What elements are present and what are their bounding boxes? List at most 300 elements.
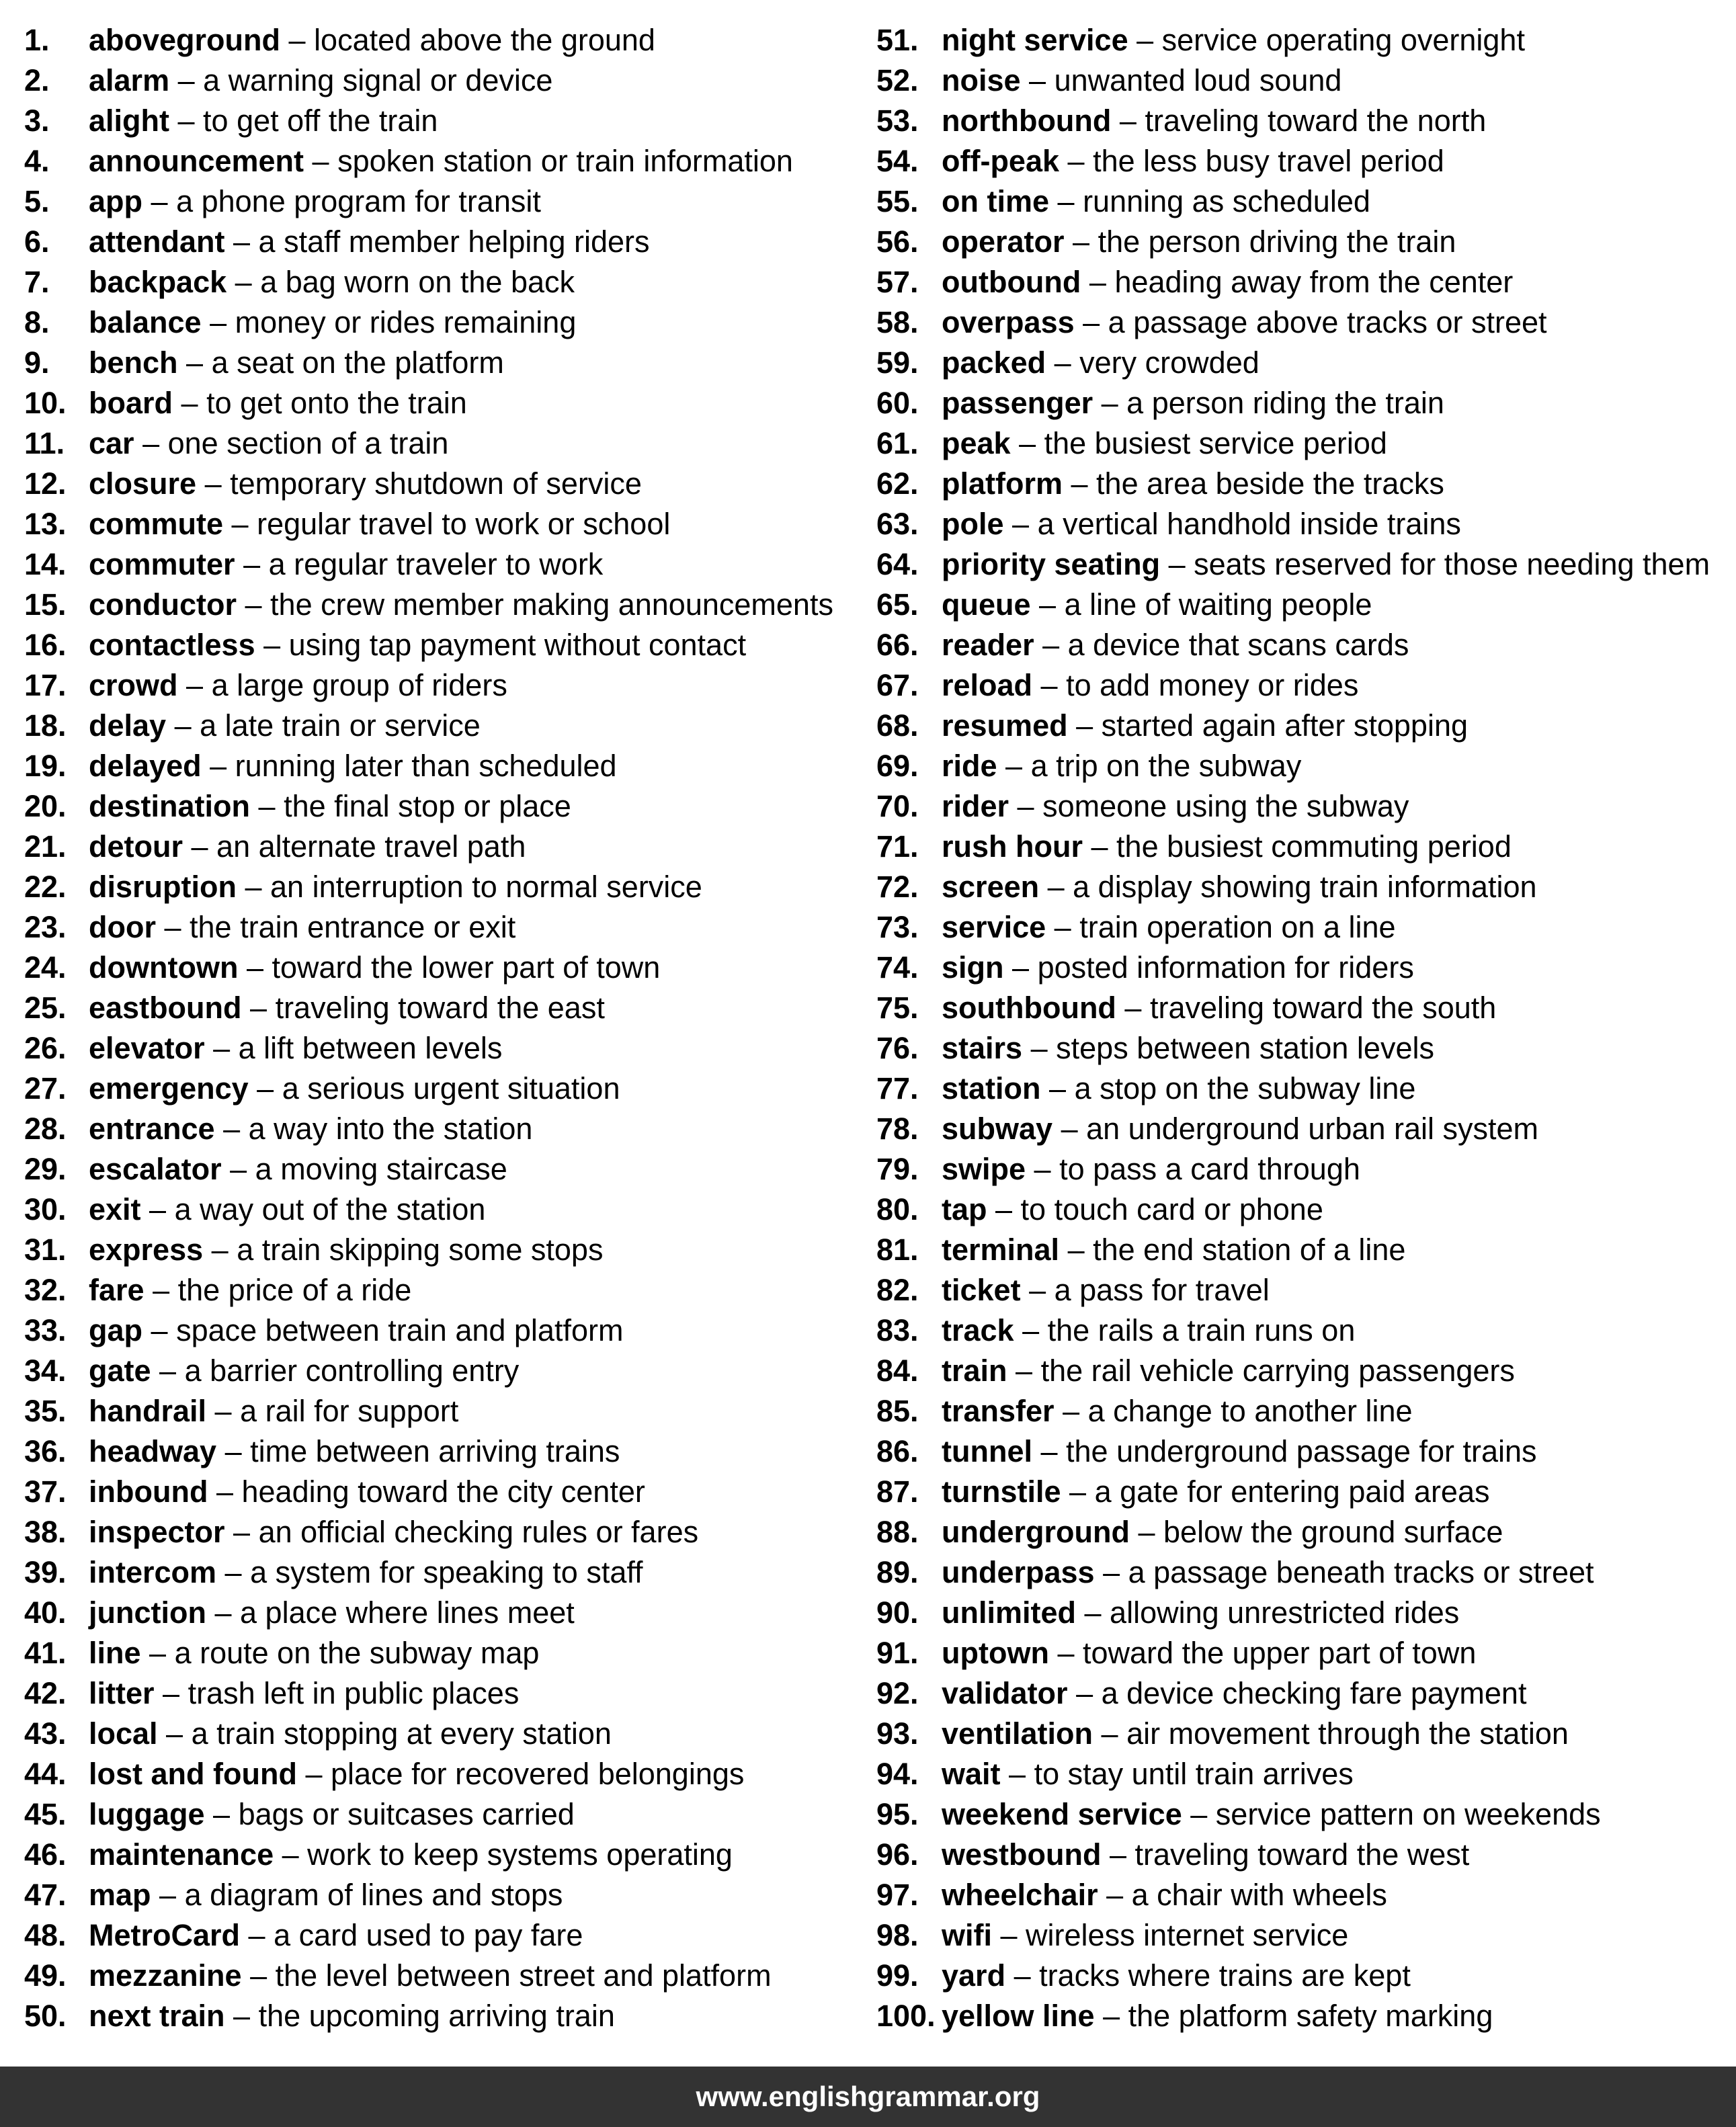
entry-term: weekend service [942,1797,1182,1831]
entry-term: service [942,910,1046,944]
entry-number: 96. [876,1837,919,1872]
entry-term: alarm [89,63,170,97]
entry-separator: – [169,103,204,138]
entry-definition: an alternate travel path [216,829,526,864]
vocabulary-entry [876,1593,1730,1633]
entry-number: 65. [876,587,919,622]
entry-separator: – [169,63,204,97]
entry-definition: a device that scans cards [1067,628,1409,662]
entry-term: ride [942,749,997,783]
vocabulary-entry [24,464,878,504]
entry-text [89,20,655,60]
vocabulary-entry [876,302,1730,343]
entry-separator: – [235,547,269,581]
entry-separator: – [154,1676,188,1710]
entry-separator: – [304,144,338,178]
entry-number: 75. [876,991,919,1025]
entry-separator: – [241,991,276,1025]
entry-definition: the upcoming arriving train [258,1999,615,2033]
entry-separator: – [1093,1716,1127,1751]
entry-term: entrance [89,1112,215,1146]
vocabulary-entry [876,1230,1730,1270]
entry-text [942,1391,1413,1431]
entry-separator: – [144,1273,178,1307]
vocabulary-entry [24,544,878,585]
entry-separator: – [1046,910,1080,944]
entry-separator: – [201,749,235,783]
entry-text [89,1673,519,1714]
entry-term: maintenance [89,1837,274,1872]
entry-separator: – [1067,708,1102,743]
entry-separator: – [1020,63,1055,97]
vocabulary-entry [876,544,1730,585]
entry-definition: a late train or service [200,708,481,743]
entry-text [942,262,1513,302]
vocabulary-entry [876,1270,1730,1310]
entry-definition: heading toward the city center [241,1474,645,1509]
entry-text [942,544,1710,585]
vocabulary-entry [876,1431,1730,1472]
vocabulary-entry [24,1190,878,1230]
entry-number: 13. [24,507,67,541]
entry-number: 72. [876,870,919,904]
entry-term: handrail [89,1394,207,1428]
entry-text [89,625,746,665]
entry-definition: service pattern on weekends [1215,1797,1601,1831]
entry-separator: – [1040,1071,1075,1106]
entry-definition: toward the upper part of town [1083,1636,1477,1670]
entry-number: 34. [24,1353,67,1388]
entry-term: emergency [89,1071,249,1106]
entry-separator: – [177,345,212,380]
vocabulary-entry [24,181,878,222]
vocabulary-entry [876,907,1730,948]
entry-text [89,101,438,141]
entry-term: queue [942,587,1031,622]
entry-definition: a seat on the platform [211,345,504,380]
entry-separator: – [1094,1555,1128,1589]
entry-text [942,20,1525,60]
entry-number: 44. [24,1757,67,1791]
entry-term: junction [89,1595,206,1630]
entry-definition: a system for speaking to staff [250,1555,643,1589]
entry-text [89,544,603,585]
entry-number: 38. [24,1515,67,1549]
entry-separator: – [206,1595,241,1630]
entry-definition: steps between station levels [1056,1031,1434,1065]
entry-definition: money or rides remaining [235,305,577,339]
entry-text [942,1754,1354,1794]
vocabulary-entry [24,1109,878,1149]
vocabulary-entry [24,1552,878,1593]
entry-text [89,1391,458,1431]
entry-term: inbound [89,1474,208,1509]
entry-text [942,1431,1537,1472]
entry-separator: – [204,1031,239,1065]
entry-text [942,907,1396,948]
entry-separator: – [240,1918,274,1952]
entry-definition: the person driving the train [1098,224,1456,259]
entry-term: train [942,1353,1007,1388]
entry-definition: to get off the train [203,103,438,138]
entry-separator: – [1116,991,1150,1025]
entry-term: operator [942,224,1065,259]
entry-term: night service [942,23,1128,57]
entry-definition: a person riding the train [1126,386,1444,420]
entry-separator: – [1081,265,1115,299]
entry-text [942,1673,1526,1714]
vocabulary-entry [24,1391,878,1431]
entry-number: 86. [876,1434,919,1468]
entry-separator: – [1046,345,1080,380]
entry-definition: the price of a ride [177,1273,412,1307]
entry-term: peak [942,426,1011,460]
entry-term: destination [89,789,251,823]
entry-text [89,1431,620,1472]
entry-separator: – [250,789,284,823]
entry-text [942,181,1370,222]
vocabulary-entry [876,1109,1730,1149]
vocabulary-entry [876,948,1730,988]
entry-term: delayed [89,749,202,783]
vocabulary-entry [24,423,878,464]
entry-text [89,1794,575,1835]
entry-separator: – [224,224,259,259]
entry-definition: below the ground surface [1163,1515,1503,1549]
entry-text [89,1996,615,2036]
entry-term: uptown [942,1636,1049,1670]
entry-separator: – [1059,144,1093,178]
entry-separator: – [1076,1595,1110,1630]
entry-definition: the busiest commuting period [1116,829,1512,864]
entry-text [942,867,1537,907]
vocabulary-entry [876,1472,1730,1512]
vocabulary-entry [24,786,878,827]
entry-separator: – [1061,1474,1095,1509]
entry-definition: the underground passage for trains [1066,1434,1537,1468]
entry-number: 40. [24,1595,67,1630]
vocabulary-entry [876,585,1730,625]
entry-term: validator [942,1676,1068,1710]
vocabulary-entry [876,1915,1730,1956]
entry-term: westbound [942,1837,1102,1872]
entry-definition: the platform safety marking [1128,1999,1493,2033]
entry-text [89,423,448,464]
entry-definition: the crew member making announcements [270,587,833,622]
entry-term: wait [942,1757,1001,1791]
entry-number: 7. [24,265,50,299]
entry-number: 89. [876,1555,919,1589]
entry-text [89,60,552,101]
entry-definition: bags or suitcases carried [238,1797,575,1831]
vocabulary-entry [876,1794,1730,1835]
entry-text [942,1593,1459,1633]
vocabulary-entry [876,504,1730,544]
entry-number: 47. [24,1878,67,1912]
entry-term: swipe [942,1152,1026,1186]
vocabulary-entry [24,222,878,262]
entry-separator: – [224,1999,259,2033]
entry-number: 90. [876,1595,919,1630]
entry-text [89,867,702,907]
entry-text [942,383,1444,423]
entry-term: wifi [942,1918,992,1952]
entry-text [942,1512,1503,1552]
entry-text [89,1633,539,1673]
entry-definition: a lift between levels [238,1031,503,1065]
entry-term: elevator [89,1031,205,1065]
entry-separator: – [1003,950,1038,985]
vocabulary-entry [24,706,878,746]
entry-text [942,948,1414,988]
vocabulary-column-left [24,20,878,2036]
entry-number: 16. [24,628,67,662]
entry-separator: – [1129,1515,1164,1549]
entry-definition: the busiest service period [1044,426,1387,460]
entry-definition: regular travel to work or school [257,507,671,541]
entry-number: 52. [876,63,919,97]
entry-number: 46. [24,1837,67,1872]
entry-definition: traveling toward the west [1134,1837,1470,1872]
entry-separator: – [1054,1394,1088,1428]
entry-text [942,464,1444,504]
entry-separator: – [1093,386,1127,420]
entry-separator: – [206,1394,241,1428]
entry-definition: a change to another line [1087,1394,1413,1428]
entry-term: aboveground [89,23,281,57]
entry-separator: – [140,1192,175,1226]
footer-bar [0,2067,1736,2127]
entry-definition: a way out of the station [174,1192,486,1226]
entry-term: gate [89,1353,151,1388]
entry-separator: – [214,1112,249,1146]
entry-definition: an official checking rules or fares [258,1515,699,1549]
entry-term: express [89,1233,204,1267]
entry-definition: a trip on the subway [1030,749,1302,783]
entry-separator: – [1034,628,1068,662]
vocabulary-entry [876,1149,1730,1190]
entry-number: 29. [24,1152,67,1186]
entry-number: 31. [24,1233,67,1267]
entry-number: 94. [876,1757,919,1791]
vocabulary-entry [24,1996,878,2036]
entry-definition: very crowded [1079,345,1259,380]
entry-text [89,1956,772,1996]
entry-separator: – [226,265,261,299]
entry-term: sign [942,950,1004,985]
entry-definition: a regular traveler to work [268,547,604,581]
entry-separator: – [1020,1273,1055,1307]
entry-number: 30. [24,1192,67,1226]
entry-definition: the train entrance or exit [190,910,516,944]
entry-text [89,464,642,504]
vocabulary-entry [876,665,1730,706]
entry-number: 10. [24,386,67,420]
entry-separator: – [155,910,190,944]
entry-separator: – [134,426,168,460]
entry-separator: – [296,1757,331,1791]
entry-number: 37. [24,1474,67,1509]
entry-number: 54. [876,144,919,178]
vocabulary-entry [876,262,1730,302]
entry-term: conductor [89,587,237,622]
entry-term: turnstile [942,1474,1061,1509]
entry-text [89,907,515,948]
entry-term: board [89,386,173,420]
entry-term: subway [942,1112,1053,1146]
entry-term: litter [89,1676,155,1710]
vocabulary-entry [876,141,1730,181]
entry-definition: an interruption to normal service [270,870,702,904]
entry-term: station [942,1071,1041,1106]
vocabulary-entry [876,1673,1730,1714]
vocabulary-entry [876,1028,1730,1069]
entry-text [942,625,1409,665]
entry-number: 39. [24,1555,67,1589]
vocabulary-entry [876,1956,1730,1996]
entry-separator: – [1059,1233,1093,1267]
entry-text [89,1714,612,1754]
entry-definition: traveling toward the east [275,991,605,1025]
entry-term: backpack [89,265,227,299]
vocabulary-entry [876,786,1730,827]
entry-text [942,585,1372,625]
entry-definition: traveling toward the south [1149,991,1497,1025]
vocabulary-entry [876,383,1730,423]
entry-term: outbound [942,265,1081,299]
entry-text [89,181,541,222]
entry-separator: – [204,1797,239,1831]
entry-separator: – [280,23,315,57]
entry-number: 81. [876,1233,919,1267]
entry-term: headway [89,1434,217,1468]
entry-term: resumed [942,708,1068,743]
entry-number: 33. [24,1313,67,1347]
entry-text [942,1310,1355,1351]
entry-number: 87. [876,1474,919,1509]
vocabulary-entry [24,1875,878,1915]
entry-text [89,665,507,706]
entry-number: 25. [24,991,67,1025]
entry-term: stairs [942,1031,1023,1065]
entry-definition: spoken station or train information [337,144,793,178]
entry-text [89,222,650,262]
entry-definition: a train stopping at every station [191,1716,612,1751]
entry-text [942,423,1387,464]
entry-term: track [942,1313,1014,1347]
entry-number: 42. [24,1676,67,1710]
entry-separator: – [992,1918,1026,1952]
entry-definition: work to keep systems operating [307,1837,733,1872]
entry-number: 3. [24,103,50,138]
entry-number: 35. [24,1394,67,1428]
entry-text [942,1472,1489,1512]
entry-text [89,1230,603,1270]
entry-term: northbound [942,103,1112,138]
entry-separator: – [1014,1313,1048,1347]
entry-separator: – [224,1515,259,1549]
entry-separator: – [248,1071,282,1106]
entry-definition: the rails a train runs on [1047,1313,1356,1347]
entry-definition: the rail vehicle carrying passengers [1040,1353,1515,1388]
vocabulary-entry [24,1270,878,1310]
entry-number: 26. [24,1031,67,1065]
vocabulary-entry [876,867,1730,907]
entry-separator: – [1098,1878,1132,1912]
vocabulary-entry [24,1714,878,1754]
entry-separator: – [1005,1958,1040,1993]
entry-separator: – [1003,507,1038,541]
entry-text [89,948,660,988]
entry-number: 76. [876,1031,919,1065]
entry-definition: to stay until train arrives [1034,1757,1354,1791]
entry-definition: trash left in public places [188,1676,520,1710]
entry-separator: – [1182,1797,1216,1831]
entry-term: passenger [942,386,1093,420]
entry-definition: temporary shutdown of service [230,466,642,501]
entry-definition: to get onto the train [206,386,467,420]
vocabulary-entry [876,1190,1730,1230]
entry-separator: – [142,184,177,218]
entry-text [89,1552,643,1593]
entry-separator: – [1064,224,1098,259]
entry-text [942,1149,1360,1190]
entry-text [89,1835,733,1875]
entry-definition: a passage beneath tracks or street [1128,1555,1594,1589]
entry-text [942,504,1461,544]
entry-text [942,1552,1594,1593]
entry-number: 79. [876,1152,919,1186]
entry-number: 67. [876,668,919,702]
entry-separator: – [140,1636,175,1670]
entry-definition: wireless internet service [1026,1918,1349,1952]
entry-number: 93. [876,1716,919,1751]
entry-term: local [89,1716,158,1751]
entry-number: 28. [24,1112,67,1146]
entry-definition: a phone program for transit [176,184,541,218]
entry-text [89,1754,744,1794]
vocabulary-entry [876,1633,1730,1673]
entry-separator: – [1000,1757,1034,1791]
entry-separator: – [1032,1434,1067,1468]
entry-term: southbound [942,991,1116,1025]
entry-separator: – [1101,1837,1135,1872]
entry-definition: toward the lower part of town [272,950,661,985]
vocabulary-entry [24,867,878,907]
entry-term: MetroCard [89,1918,241,1952]
entry-term: wheelchair [942,1878,1098,1912]
entry-term: off-peak [942,144,1060,178]
entry-number: 64. [876,547,919,581]
entry-term: underpass [942,1555,1095,1589]
entry-text [89,1875,563,1915]
entry-term: crowd [89,668,178,702]
entry-text [89,1069,620,1109]
entry-term: tunnel [942,1434,1032,1468]
entry-term: fare [89,1273,144,1307]
entry-number: 18. [24,708,67,743]
entry-separator: – [237,587,271,622]
entry-number: 23. [24,910,67,944]
entry-number: 91. [876,1636,919,1670]
entry-text [89,262,575,302]
entry-text [942,1875,1387,1915]
entry-term: bench [89,345,178,380]
entry-number: 82. [876,1273,919,1307]
entry-text [89,1351,519,1391]
entry-definition: the level between street and platform [275,1958,772,1993]
entry-separator: – [987,1192,1021,1226]
